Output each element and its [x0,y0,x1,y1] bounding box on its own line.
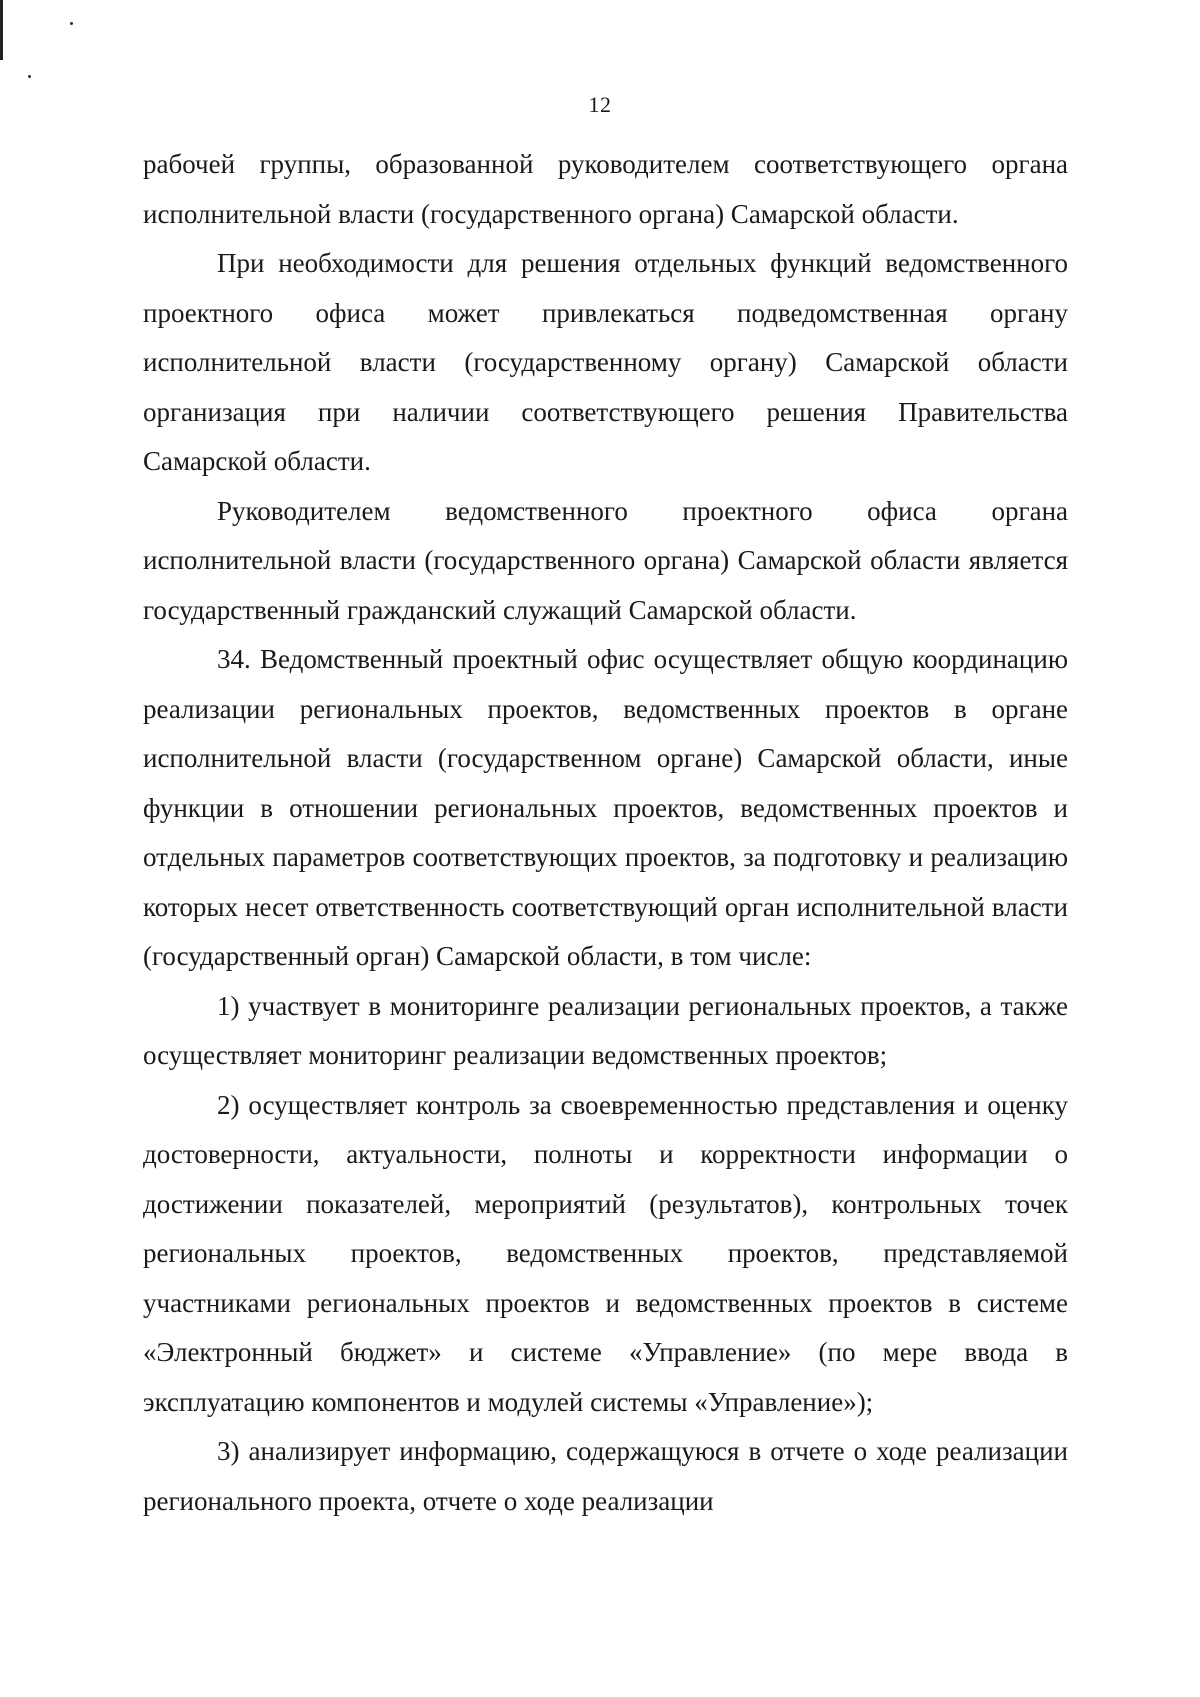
scan-speck [70,22,73,25]
paragraph: рабочей группы, образованной руководителем соответствующего органа исполнительной власти (государственного органа) Самарской области. [143,149,1068,229]
scan-edge-mark [0,0,3,60]
paragraph: При необходимости для решения отдельных функций ведомственного проектного офиса может привлекаться подведомственная органу исполнительной власти (государственному органу) Самарской области организация при наличии соответствующего решения Правительства Самарской области. [143,248,1068,476]
document-body [143,140,1068,1526]
paragraph: 2) осуществляет контроль за своевременностью представления и оценку достоверности, актуальности, полноты и корректности информации о достижении показателей, мероприятий (результатов), контрольных точек региональных проектов, ведомственных проектов, представляемой участниками региональных проектов и ведомственных проектов в системе «Электронный бюджет» и системе «Управление» (по мере ввода в эксплуатацию компонентов и модулей системы «Управление»); [143,1089,1068,1417]
paragraph: Руководителем ведомственного проектного офиса органа исполнительной власти (государственного органа) Самарской области является государственный гражданский служащий Самарской области. [143,495,1068,625]
page-number: 12 [588,92,612,117]
paragraph: 1) участвует в мониторинге реализации региональных проектов, а также осуществляет мониторинг реализации ведомственных проектов; [143,990,1068,1070]
paragraph: 34. Ведомственный проектный офис осуществляет общую координацию реализации региональных проектов, ведомственных проектов в органе исполнительной власти (государственном органе) Самарской области, иные функции в отношении региональных проектов, ведомственных проектов и отдельных параметров соответствующих проектов, за подготовку и реализацию которых несет ответственность соответствующий орган исполнительной власти (государственный орган) Самарской области, в том числе: [143,644,1068,971]
scan-speck [28,75,31,78]
paragraph: 3) анализирует информацию, содержащуюся в отчете о ходе реализации регионального проекта, отчете о ходе реализации [143,1436,1068,1516]
